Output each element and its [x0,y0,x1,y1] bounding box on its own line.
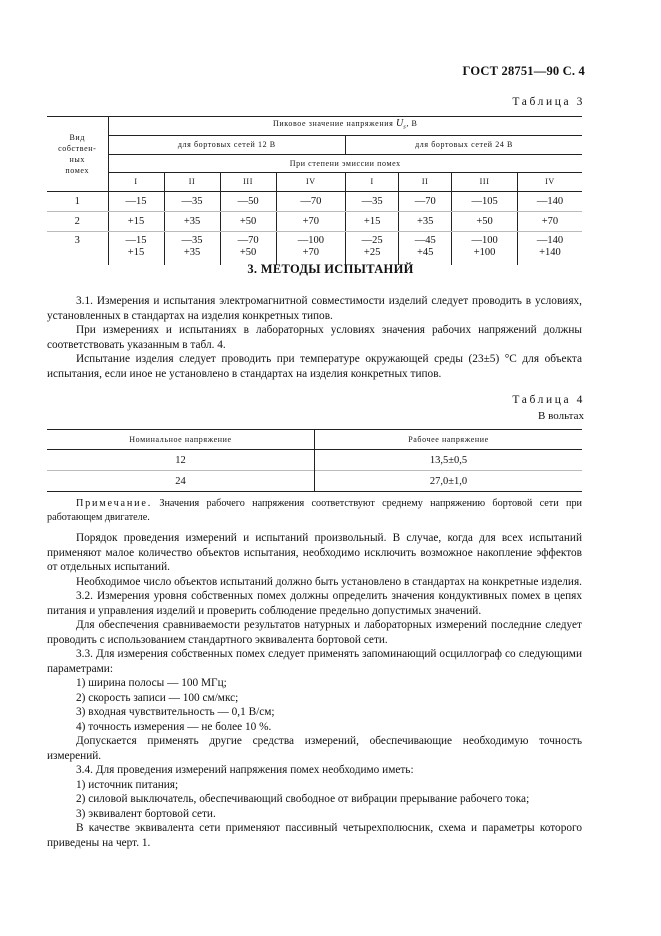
emission-header: При степени эмиссии помех [108,155,582,173]
table3-caption: Таблица 3 [512,96,585,108]
section-title: 3. МЕТОДЫ ИСПЫТАНИЙ [247,262,414,276]
paragraph: 3.2. Измерения уровня собственных помех должны определить значения кондуктивных помех в цепях питания и управления изделий и проверить соблюдение предельно допустимых значений. [47,590,582,617]
value-cell: —140 [517,192,582,212]
working-header: Рабочее напряжение [408,435,489,444]
table-3 [47,116,582,265]
value-cell: —15 [108,192,164,212]
value-cell: —35 +35 [164,232,220,266]
note-label: Примечание. [76,498,153,509]
paragraph: В качестве эквивалента сети применяют пассивный четырехполюсник, схема и параметры которого приведены на черт. 1. [47,822,582,849]
table-note [47,497,582,524]
value-cell: —35 [346,192,399,212]
table-row [47,471,582,492]
value-cell: +15 [346,212,399,232]
value-cell: —50 [220,192,276,212]
value-cell: —105 [452,192,518,212]
type-header [47,117,108,192]
row-type: 1 [47,192,108,212]
value-cell: +70 [276,212,346,232]
working-cell: 27,0±1,0 [429,475,468,487]
paragraph: 3.1. Измерения и испытания электромагнитной совместимости изделий следует проводить в условиях, установленных в стандартах на изделия конкретных типов. [47,295,582,322]
value-cell: +50 [220,212,276,232]
paragraph-block-1 [47,294,582,381]
value-cell: —100 +70 [276,232,346,266]
type-header-line: ных [69,155,85,164]
table4-units: В вольтах [538,410,584,422]
note-text: Значения рабочего напряжения соответствуют среднему напряжению бортовой сети при работающем двигателе. [47,498,582,523]
type-header-line: собствен- [58,144,97,153]
paragraph: При измерениях и испытаниях в лабораторных условиях значения рабочих напряжений должны соответствовать указанным в табл. 4. [47,324,582,351]
net24-header: для бортовых сетей 24 В [346,136,582,155]
list-item: 3) эквивалент бортовой сети. [76,807,216,820]
type-header-line: помех [65,166,90,175]
degree-cell: II [164,173,220,192]
row-type: 2 [47,212,108,232]
list-item: 2) скорость записи — 100 см/мкс; [76,691,239,704]
working-cell: 13,5±0,5 [429,454,468,466]
degree-cell: IV [276,173,346,192]
value-cell: +70 [517,212,582,232]
paragraph: Испытание изделия следует проводить при температуре окружающей среды (23±5) °С для объекта испытания, если иное не установлено в стандартах на изделия конкретных типов. [47,353,582,380]
value-cell: +50 [452,212,518,232]
paragraph: Порядок проведения измерений и испытаний произвольный. В случае, когда для всех испытаний применяют малое количество объектов испытания, необходимо исключить возможное накопление эффектов от отдельных испытаний. [47,532,582,573]
nominal-cell: 12 [47,450,315,471]
net12-header: для бортовых сетей 12 В [108,136,346,155]
paragraph: Необходимое число объектов испытаний должно быть установлено в стандартах на конкретные изделия. [76,575,582,588]
value-cell: —100 +100 [452,232,518,266]
nominal-header: Номинальное напряжение [47,430,315,450]
table-4 [47,429,582,492]
value-cell: —35 [164,192,220,212]
degree-cell: III [220,173,276,192]
paragraph: 3.3. Для измерения собственных помех следует применять запоминающий осциллограф со следующими параметрами: [47,648,582,675]
degree-cell: I [108,173,164,192]
paragraph: Допускается применять другие средства измерений, обеспечивающие необходимую точность измерений. [47,735,582,762]
nominal-cell: 24 [47,471,315,492]
row-type: 3 [47,232,108,266]
value-cell: —70 [399,192,452,212]
degree-cell: II [399,173,452,192]
list-item: 3) входная чувствительность — 0,1 В/см; [76,706,275,718]
value-cell: —70 +50 [220,232,276,266]
table4-caption: Таблица 4 [512,394,585,406]
list-item: 1) ширина полосы — 100 МГц; [76,677,227,689]
table-row [47,232,582,266]
value-cell: —140 +140 [536,235,564,258]
paragraph-block-2 [47,531,582,850]
value-cell: —15 +15 [108,232,164,266]
degree-cell: III [452,173,518,192]
value-cell: +35 [399,212,452,232]
paragraph: 3.4. Для проведения измерений напряжения помех необходимо иметь: [76,764,414,776]
table-row [47,192,582,212]
table-row [47,450,582,471]
value-cell: —70 [276,192,346,212]
degree-cell: I [346,173,399,192]
list-item: 2) силовой выключатель, обеспечивающий свободное от вибрации прерывание рабочего тока; [76,793,530,805]
value-cell: +15 [108,212,164,232]
paragraph: Для обеспечения сравниваемости результатов натурных и лабораторных измерений последние следует проводить с использованием стандартного эквивалента бортовой сети. [47,619,582,646]
type-header-line: Вид [69,133,85,142]
degree-cell: IV [517,173,582,192]
value-cell: —45 +45 [399,232,452,266]
table-row [47,212,582,232]
value-cell: —25 +25 [346,232,399,266]
value-cell: +35 [164,212,220,232]
list-item: 4) точность измерения — не более 10 %. [76,720,272,733]
list-item: 1) источник питания; [76,778,179,791]
page-header: ГОСТ 28751—90 С. 4 [462,64,585,78]
peak-voltage-header: Пиковое значение напряжения $U_s$, В [108,117,582,136]
